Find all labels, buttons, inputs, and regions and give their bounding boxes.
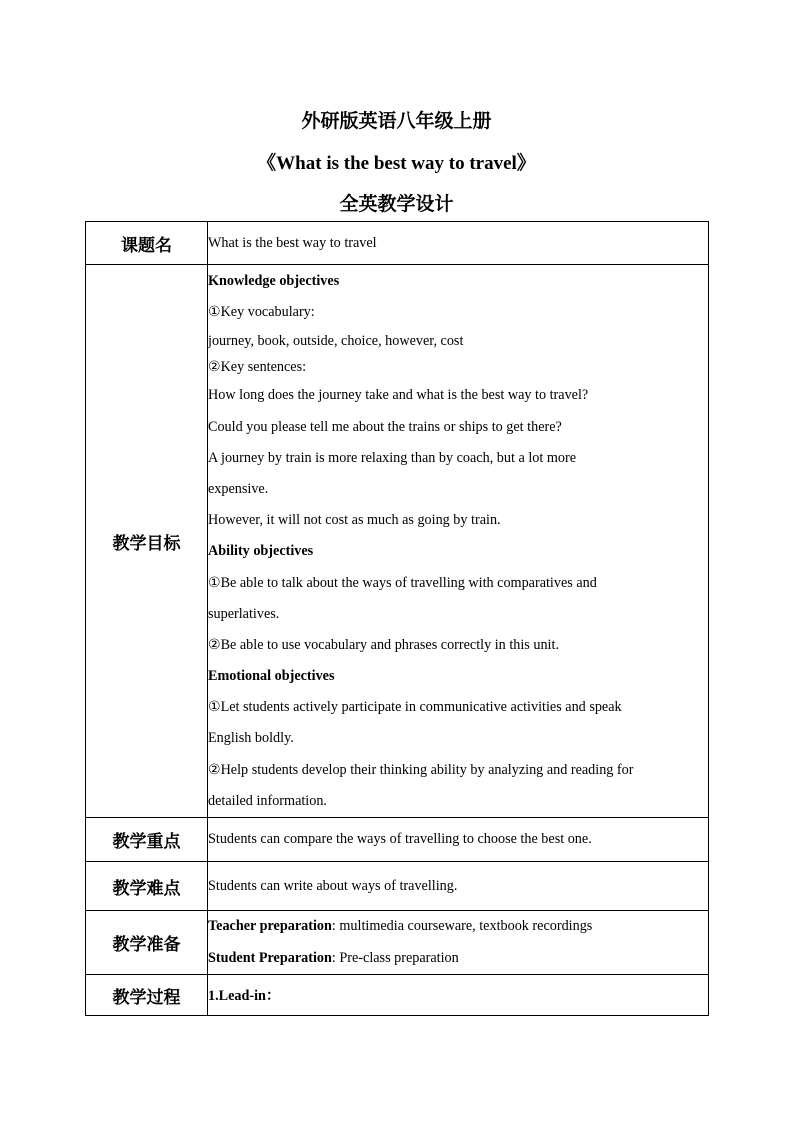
ability-item-1-text: Be able to talk about the ways of travelling with comparatives and	[220, 574, 597, 591]
objectives-content	[208, 265, 709, 818]
knowledge-heading: Knowledge objectives	[208, 273, 340, 289]
key-points-value	[208, 818, 709, 862]
ability-item-1-cont: superlatives.	[208, 605, 280, 622]
emotional-item-2-text: Help students develop their thinking ability by analyzing and reading for	[220, 761, 634, 778]
table-row-preparation	[86, 911, 709, 975]
topic-text: What is the best way to travel	[208, 234, 377, 251]
objectives-label: 教学目标	[86, 265, 208, 818]
sentence-line: However, it will not cost as much as going by train.	[208, 512, 501, 529]
teacher-preparation-text: : multimedia courseware, textbook recordings	[331, 918, 593, 935]
circled-number-2: ②	[208, 359, 221, 376]
key-points-text: Students can compare the ways of travelling to choose the best one.	[208, 831, 592, 847]
table-row-topic	[86, 222, 709, 265]
emotional-item-1-cont: English boldly.	[208, 730, 294, 747]
topic-value	[208, 222, 709, 265]
table-row-key-points	[86, 818, 709, 862]
preparation-label: 教学准备	[86, 911, 208, 975]
table-row-process	[86, 975, 709, 1016]
ability-item-2	[208, 630, 708, 661]
sentence-line: expensive.	[208, 480, 269, 497]
sentence-line: Could you please tell me about the trains or ships to get there?	[208, 418, 562, 435]
table-row-objectives	[86, 265, 709, 818]
circled-number-1: ①	[208, 304, 221, 321]
emotional-item-1-text: Let students actively participate in communicative activities and speak	[220, 699, 622, 716]
process-label: 教学过程	[86, 975, 208, 1016]
emotional-item-2	[208, 755, 708, 786]
circled-number-1: ①	[208, 574, 221, 591]
process-text: 1.Lead-in：	[208, 988, 281, 1004]
ability-item-2-text: Be able to use vocabulary and phrases correctly in this unit.	[220, 636, 559, 653]
process-value	[208, 975, 709, 1016]
circled-number-2: ②	[208, 636, 221, 653]
sentences-label: Key sentences:	[220, 359, 307, 376]
circled-number-1: ①	[208, 699, 221, 716]
difficulties-label: 教学难点	[86, 862, 208, 911]
vocab-words: journey, book, outside, choice, however, cost	[208, 333, 464, 350]
teacher-preparation	[208, 911, 708, 942]
sentence-line: A journey by train is more relaxing than by coach, but a lot more	[208, 449, 576, 466]
document-subtitle: 全英教学设计	[339, 193, 454, 215]
student-preparation-text: : Pre-class preparation	[331, 949, 459, 966]
vocab-item	[208, 297, 708, 328]
sentences-item	[208, 354, 708, 380]
emotional-item-1	[208, 692, 708, 723]
preparation-value	[208, 911, 709, 975]
student-preparation	[208, 943, 708, 974]
teacher-preparation-label: Teacher preparation	[208, 918, 332, 935]
topic-label: 课题名	[86, 222, 208, 265]
key-points-label: 教学重点	[86, 818, 208, 862]
lesson-plan-table	[85, 221, 709, 1016]
document-title: 外研版英语八年级上册	[301, 110, 492, 132]
difficulties-value	[208, 862, 709, 911]
ability-item-1	[208, 568, 708, 599]
lesson-title: 《What is the best way to travel》	[257, 153, 536, 174]
vocab-label: Key vocabulary:	[220, 304, 315, 321]
difficulties-text: Students can write about ways of travelling.	[208, 877, 458, 894]
emotional-item-2-cont: detailed information.	[208, 792, 327, 809]
ability-heading: Ability objectives	[208, 543, 314, 560]
table-row-difficulties	[86, 862, 709, 911]
circled-number-2: ②	[208, 761, 221, 778]
emotional-heading: Emotional objectives	[208, 668, 335, 685]
sentence-line: How long does the journey take and what is the best way to travel?	[208, 387, 589, 404]
student-preparation-label: Student Preparation	[208, 949, 332, 966]
